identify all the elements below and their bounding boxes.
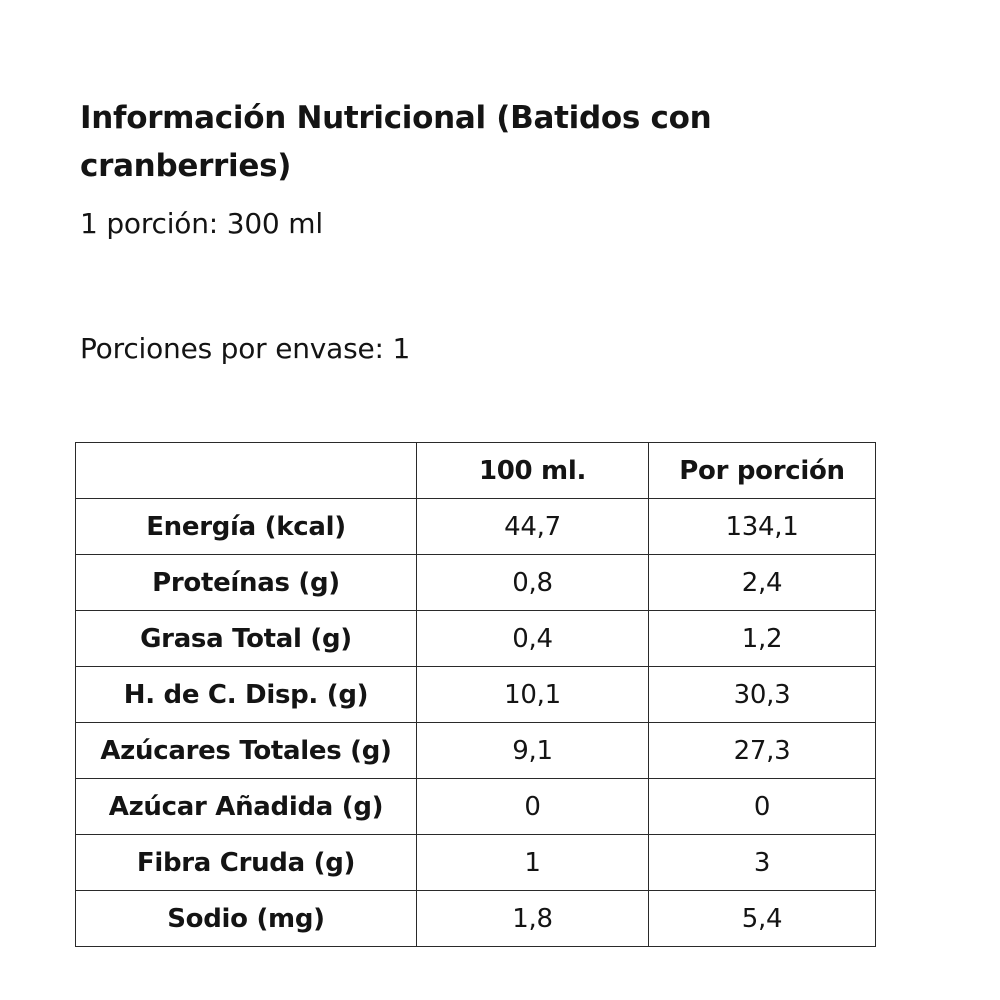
nutrient-name: Energía (kcal): [76, 499, 417, 555]
table-row: [76, 611, 876, 667]
value-per-serving: 134,1: [649, 499, 876, 555]
value-per-100ml: 9,1: [417, 723, 649, 779]
value-per-serving: 3: [649, 835, 876, 891]
table-row: [76, 499, 876, 555]
value-per-serving: 0: [649, 779, 876, 835]
table-row: [76, 779, 876, 835]
value-per-100ml: 0,8: [417, 555, 649, 611]
nutrient-name: Proteínas (g): [76, 555, 417, 611]
table-row: [76, 723, 876, 779]
table-row: [76, 891, 876, 947]
header-per-100ml: 100 ml.: [417, 443, 649, 499]
value-per-serving: 1,2: [649, 611, 876, 667]
serving-size: 1 porción: 300 ml: [80, 207, 323, 240]
table-header-row: [76, 443, 876, 499]
servings-per-container: Porciones por envase: 1: [80, 332, 411, 365]
table-row: [76, 555, 876, 611]
nutrient-name: H. de C. Disp. (g): [76, 667, 417, 723]
value-per-serving: 5,4: [649, 891, 876, 947]
page-title: Información Nutricional (Batidos con cranberries): [80, 100, 712, 184]
nutrition-table: [75, 442, 876, 947]
value-per-100ml: 1: [417, 835, 649, 891]
value-per-serving: 2,4: [649, 555, 876, 611]
nutrient-name: Sodio (mg): [76, 891, 417, 947]
value-per-100ml: 0: [417, 779, 649, 835]
table-row: [76, 835, 876, 891]
nutrient-name: Azúcar Añadida (g): [76, 779, 417, 835]
nutrient-name: Fibra Cruda (g): [76, 835, 417, 891]
value-per-100ml: 44,7: [417, 499, 649, 555]
value-per-100ml: 1,8: [417, 891, 649, 947]
nutrient-name: Grasa Total (g): [76, 611, 417, 667]
nutrient-name: Azúcares Totales (g): [76, 723, 417, 779]
value-per-serving: 30,3: [649, 667, 876, 723]
value-per-100ml: 0,4: [417, 611, 649, 667]
header-per-serving: Por porción: [649, 443, 876, 499]
header-nutrient: [76, 443, 417, 499]
value-per-serving: 27,3: [649, 723, 876, 779]
table-row: [76, 667, 876, 723]
value-per-100ml: 10,1: [417, 667, 649, 723]
